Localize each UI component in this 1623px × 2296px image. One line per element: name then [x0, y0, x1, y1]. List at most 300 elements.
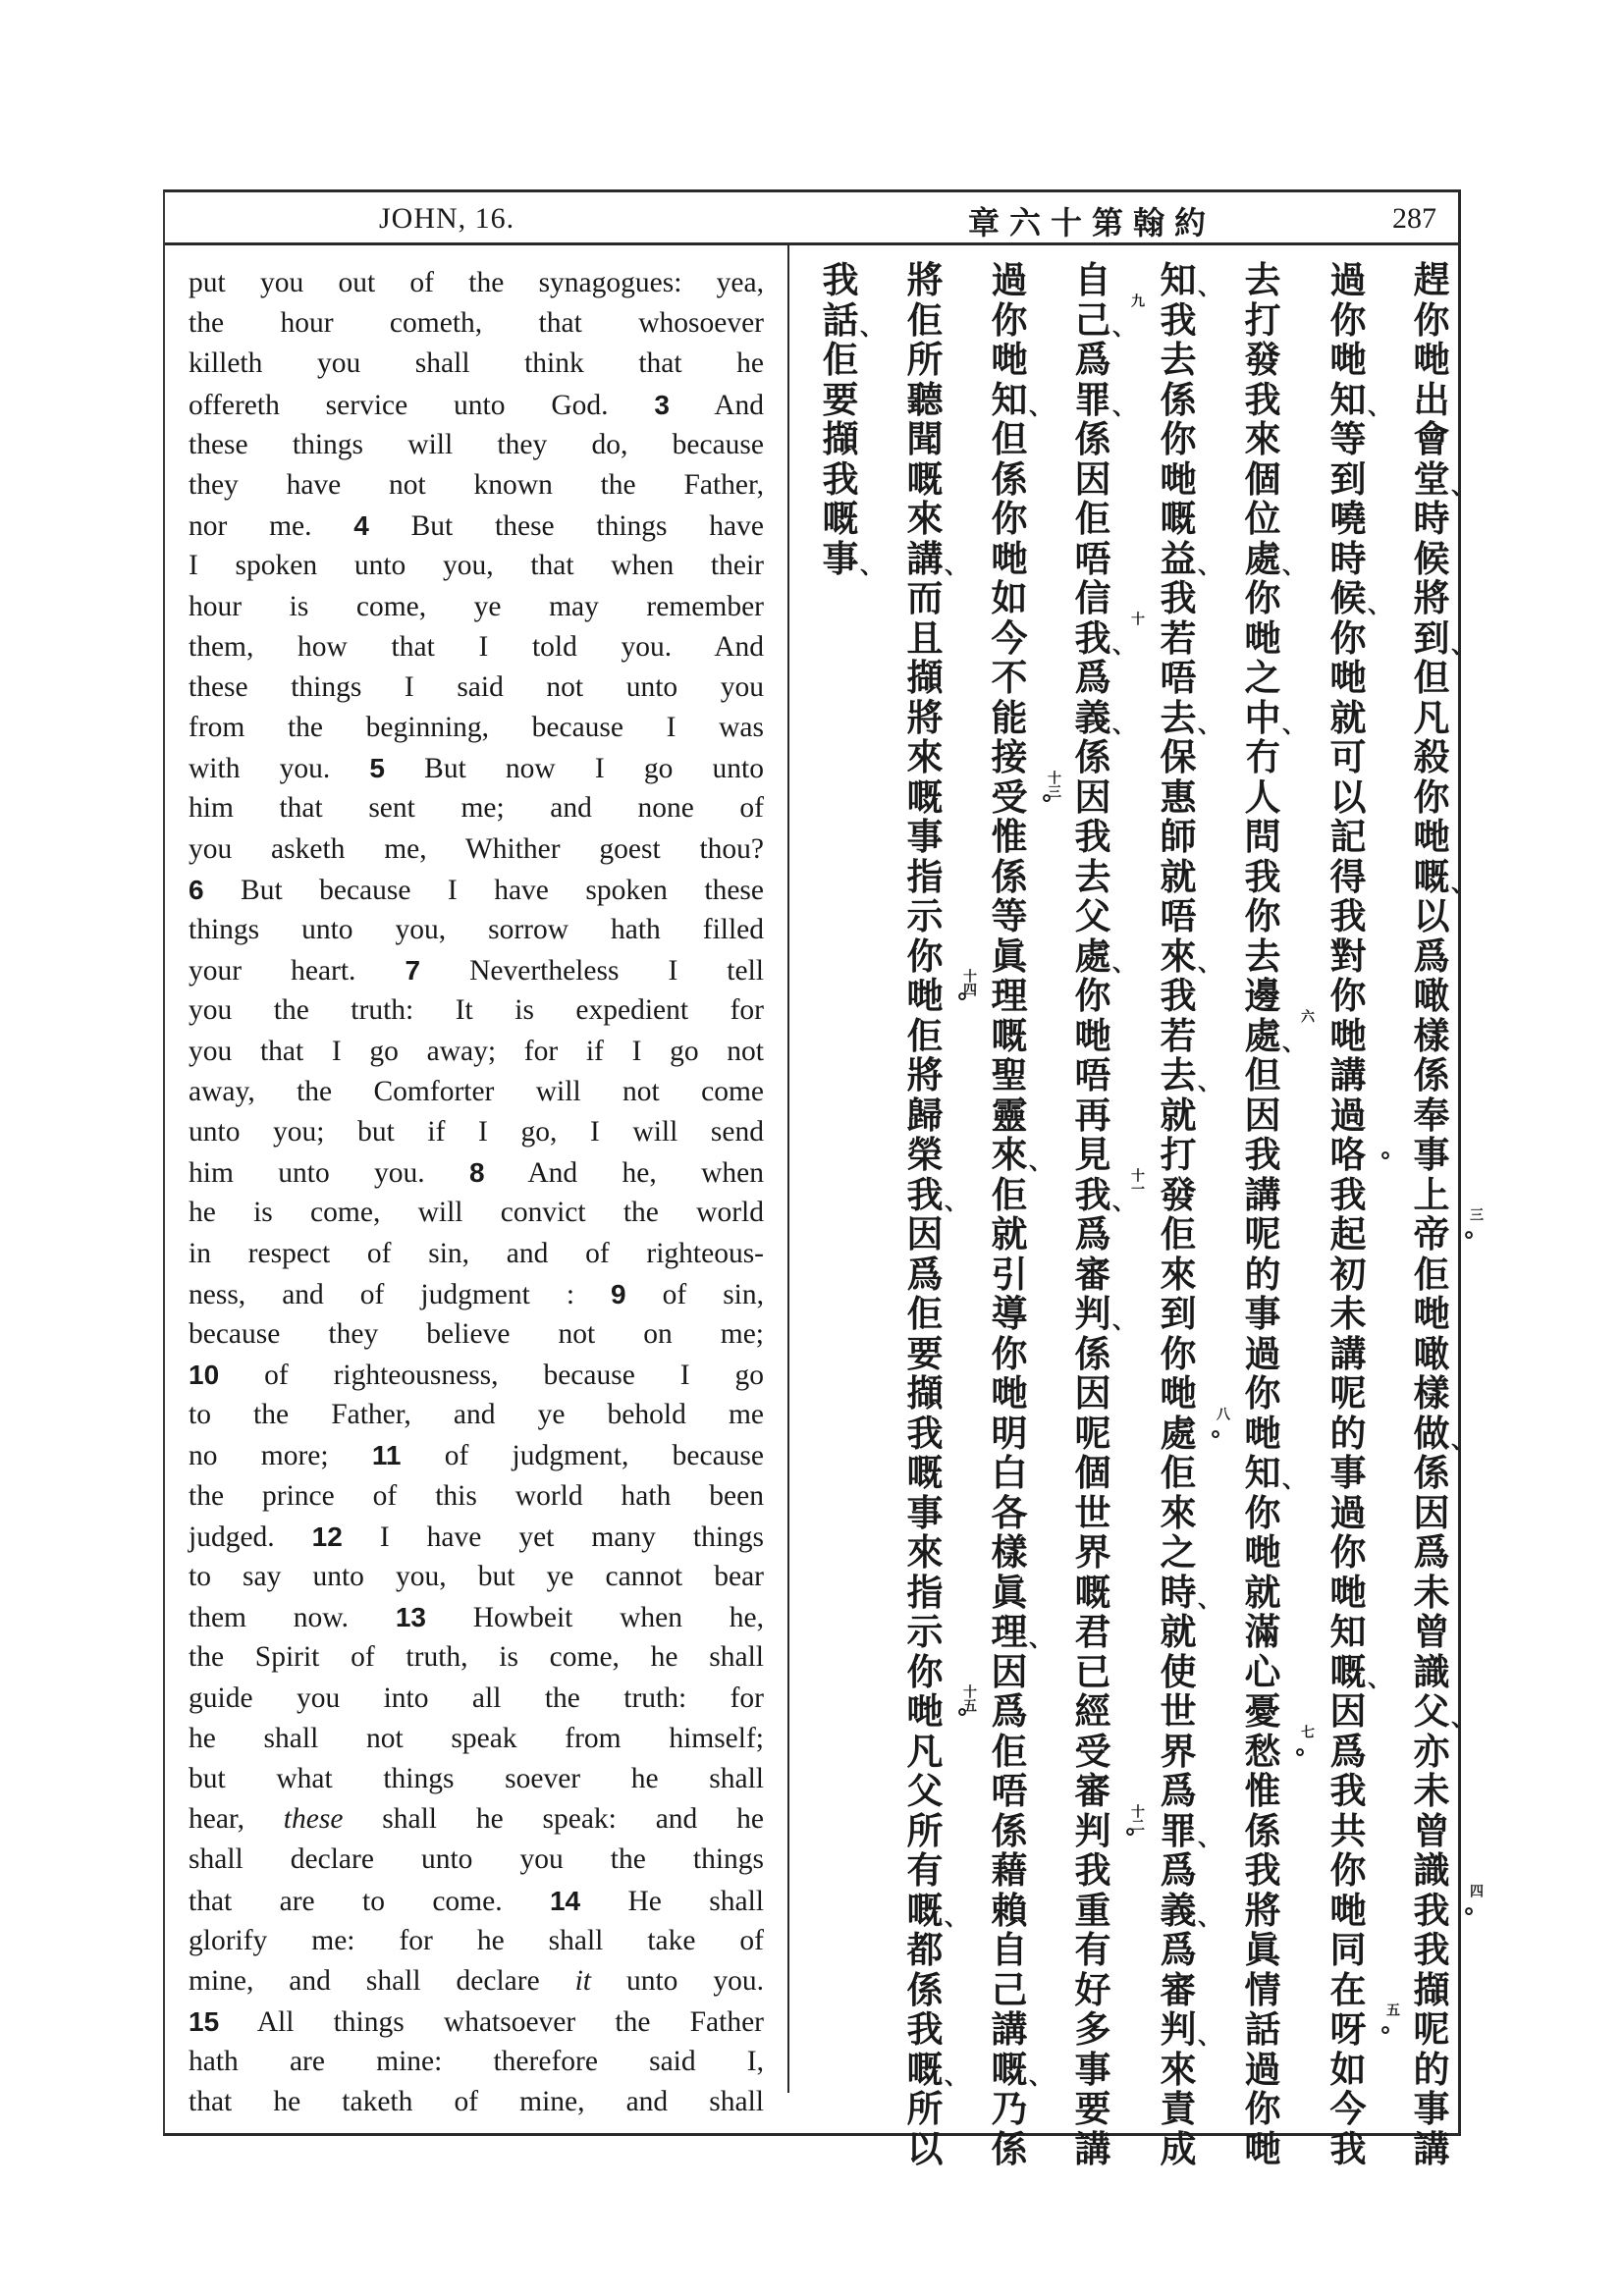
chinese-character: 都 — [906, 1929, 944, 1971]
chinese-character: 父 、 — [1402, 1692, 1461, 1733]
chinese-character: 義 、 — [1149, 1892, 1208, 1932]
chinese-character: 到 — [1160, 1293, 1197, 1335]
chinese-character: 唔 — [1160, 895, 1197, 937]
chinese-character: 義 、 — [1063, 699, 1122, 739]
chinese-character: 多 — [1074, 2008, 1111, 2051]
chinese-character: 講 — [1413, 2127, 1450, 2170]
chinese-character: 樣 — [1413, 1014, 1450, 1057]
punctuation-mark: 、 — [1451, 471, 1475, 500]
verse-number: 10 — [189, 1360, 220, 1391]
text-line: away, the Comforter will not come — [189, 1075, 764, 1107]
chinese-character: 乃 — [991, 2088, 1028, 2130]
chinese-character: 嘅 — [1074, 1571, 1111, 1614]
chinese-character: 哋 — [1244, 2127, 1281, 2170]
chinese-character: 父 — [1074, 895, 1111, 937]
chinese-character: 就 — [1244, 1571, 1281, 1614]
punctuation-mark: 、 — [1282, 1028, 1306, 1056]
punctuation-mark: 、 — [1198, 1823, 1221, 1851]
chinese-character: 你 — [1244, 1372, 1281, 1415]
chinese-character: 就 — [1160, 1094, 1197, 1137]
column-divider — [787, 245, 789, 2093]
punctuation-mark: 、 — [1368, 392, 1391, 420]
text-line: no more; 11 of judgment, because — [189, 1440, 764, 1472]
text-line: glorify me: for he shall take of — [189, 1924, 764, 1956]
chinese-character: 係 — [991, 855, 1028, 898]
chinese-character: 哋 — [1329, 339, 1367, 381]
chinese-character: 心 — [1244, 1650, 1281, 1693]
verse-number: 十 — [1129, 611, 1145, 625]
chinese-character: 要 — [906, 1332, 944, 1375]
chinese-character: 哋 — [1329, 657, 1367, 699]
chinese-character: 就 — [1160, 855, 1197, 898]
text-line: 6 But because I have spoken these — [189, 874, 764, 906]
chinese-character: 嘅 — [906, 775, 944, 819]
chinese-character: 擷 — [906, 1372, 944, 1415]
chinese-character: 理 — [991, 975, 1028, 1017]
punctuation-mark: 、 — [1282, 551, 1306, 579]
chinese-character: 處 、 — [1233, 540, 1292, 580]
chinese-character: 各 — [991, 1491, 1028, 1534]
punctuation-mark: 、 — [945, 1902, 968, 1931]
punctuation-mark: 、 — [860, 551, 884, 579]
chinese-character: 事 — [1413, 1134, 1450, 1176]
header-title-chinese: 章六十第翰約 — [968, 204, 1217, 241]
chinese-character: 以 — [906, 2127, 944, 2170]
chinese-character: 講 — [1329, 1054, 1367, 1096]
chinese-character: 去 、 — [1149, 699, 1208, 739]
chinese-character: 識 — [1413, 1849, 1450, 1892]
chinese-character: 嘅 — [822, 498, 859, 540]
text-line: from the beginning, because I was — [189, 712, 764, 744]
chinese-character: 過 — [1244, 1332, 1281, 1375]
chinese-character: 講 、 — [895, 540, 954, 580]
punctuation-mark: ° — [1380, 2022, 1391, 2050]
chinese-character: 如 — [1329, 2048, 1367, 2091]
chinese-character: 指 — [906, 1571, 944, 1614]
chinese-character: 以 — [1413, 895, 1450, 937]
chinese-character: 歸 — [906, 1094, 944, 1137]
chinese-character: 處 ° 八 — [1149, 1415, 1208, 1455]
chinese-vertical-column — [1402, 259, 1484, 2170]
verse-number: 十五 — [961, 1684, 977, 1712]
punctuation-mark: ° — [1041, 789, 1053, 818]
punctuation-mark: 、 — [1029, 392, 1053, 420]
chinese-character: 引 — [991, 1253, 1028, 1296]
chinese-character: 哋 — [991, 1372, 1028, 1415]
chinese-character: 我 — [1074, 816, 1111, 858]
english-text-column — [189, 263, 764, 2123]
chinese-character: 過 — [1329, 1094, 1367, 1137]
chinese-character: 嘅 — [906, 1452, 944, 1494]
verse-number: 十二 — [1129, 1803, 1145, 1832]
chinese-character: 等 — [1329, 418, 1367, 460]
chinese-character: 哋 — [1074, 1014, 1111, 1057]
chinese-character: 眞 — [1244, 1929, 1281, 1971]
chinese-character: 唔 — [1074, 1054, 1111, 1096]
chinese-character: 所 — [906, 1809, 944, 1852]
chinese-character: 未 — [1413, 1571, 1450, 1614]
verse-number: 6 — [189, 874, 204, 905]
chinese-character: 的 — [1413, 2048, 1450, 2091]
chinese-character: 識 — [1413, 1650, 1450, 1693]
chinese-character: 聽 — [906, 378, 944, 421]
chinese-character: 打 — [1160, 1134, 1197, 1176]
chinese-character: 佢 — [906, 1014, 944, 1057]
chinese-character: 係 — [991, 1809, 1028, 1852]
text-line: killeth you shall think that he — [189, 347, 764, 380]
chinese-character: 有 — [906, 1849, 944, 1892]
verse-number: 5 — [369, 753, 385, 784]
chinese-character: 以 — [1329, 775, 1367, 819]
chinese-character: 保 — [1160, 736, 1197, 778]
punctuation-mark: ° — [1294, 1743, 1306, 1772]
chinese-character: 係 — [1160, 378, 1197, 421]
punctuation-mark: 、 — [1451, 869, 1475, 897]
text-line: things unto you, sorrow hath filled — [189, 914, 764, 945]
chinese-character: 得 — [1329, 855, 1367, 898]
chinese-character: 來 — [1160, 1253, 1197, 1296]
chinese-character: 唔 — [991, 1770, 1028, 1812]
text-line: him that sent me; and none of — [189, 792, 764, 825]
chinese-character: 呢 — [1244, 1213, 1281, 1255]
chinese-character: 爲 — [1074, 1213, 1111, 1255]
text-line: to the Father, and ye behold me — [189, 1399, 764, 1431]
chinese-character: 父 — [906, 1770, 944, 1812]
chinese-character: 過 — [1329, 1491, 1367, 1534]
verse-number: 8 — [469, 1157, 485, 1189]
chinese-character: 但 — [1244, 1054, 1281, 1096]
text-line: they have not known the Father, — [189, 468, 764, 501]
running-header — [165, 192, 1458, 245]
chinese-character: 問 — [1244, 816, 1281, 858]
chinese-character: 係 — [991, 2127, 1028, 2170]
punctuation-mark: 、 — [1282, 1466, 1306, 1493]
chinese-character: 係 — [1074, 1332, 1111, 1375]
chinese-character: 自 — [991, 1929, 1028, 1971]
chinese-character: 嘅 、 — [895, 1892, 954, 1932]
text-line: 15 All things whatsoever the Father — [189, 2006, 764, 2039]
chinese-character: 過 — [1329, 259, 1367, 301]
chinese-character: 我 — [1329, 895, 1367, 937]
chinese-character: 來 — [906, 1531, 944, 1574]
chinese-character: 事 、 — [811, 540, 870, 580]
chinese-character: 判 ° 十二 — [1063, 1812, 1122, 1852]
chinese-character: 會 — [1413, 418, 1450, 460]
chinese-character: 如 — [991, 577, 1028, 619]
text-line: them now. 13 Howbeit when he, — [189, 1602, 765, 1634]
chinese-character: 話 — [1244, 2008, 1281, 2051]
verse-number: 9 — [611, 1278, 626, 1309]
text-line: these things I said not unto you — [189, 670, 764, 703]
chinese-character: 擷 — [822, 418, 859, 460]
chinese-character: 因 — [1074, 457, 1111, 501]
punctuation-mark: ° — [956, 988, 968, 1016]
chinese-character: 白 — [991, 1452, 1028, 1494]
chinese-character: 嘅 — [906, 457, 944, 501]
chinese-character: 有 — [1074, 1929, 1111, 1971]
chinese-character: 起 — [1329, 1213, 1367, 1255]
chinese-character: 事 — [906, 816, 944, 858]
punctuation-mark: 、 — [1368, 591, 1391, 618]
chinese-character: 將 — [906, 696, 944, 739]
chinese-character: 哋 — [1160, 1372, 1197, 1415]
chinese-character: 來 、 — [1149, 937, 1208, 978]
chinese-character: 我 — [1244, 378, 1281, 421]
chinese-character: 爲 — [1413, 1531, 1450, 1574]
chinese-character: 益 、 — [1149, 540, 1208, 580]
punctuation-mark: 、 — [1368, 1664, 1391, 1692]
chinese-character: 哋 ° 十五 — [895, 1692, 954, 1733]
chinese-character: 哋 — [1244, 1531, 1281, 1574]
chinese-character: 知 — [1329, 1611, 1367, 1653]
chinese-character: 去 — [1244, 934, 1281, 978]
chinese-character: 係 — [906, 1968, 944, 2011]
chinese-character: 來 — [1160, 1491, 1197, 1534]
punctuation-mark: ° — [1463, 1227, 1475, 1255]
chinese-character: 審 — [1074, 1770, 1111, 1812]
chinese-character: 哋 ° 十四 — [895, 977, 954, 1017]
verse-number: 五 — [1384, 2002, 1400, 2016]
chinese-character: 來 — [1160, 2048, 1197, 2091]
text-line: hath are mine: therefore said I, — [189, 2046, 764, 2078]
chinese-character: 知 、 — [1319, 381, 1378, 421]
chinese-character: 講 — [991, 2008, 1028, 2051]
chinese-character: 爲 — [1160, 1770, 1197, 1812]
punctuation-mark: 、 — [1451, 1704, 1475, 1732]
chinese-character: 亦 — [1413, 1730, 1450, 1773]
chinese-character: 罪 、 — [1149, 1812, 1208, 1852]
chinese-character: 你 — [906, 934, 944, 978]
chinese-character: 候 、 — [1319, 579, 1378, 619]
chinese-character: 將 — [906, 259, 944, 301]
page-number: 287 — [1392, 202, 1436, 235]
chinese-character: 唔 — [1074, 537, 1111, 580]
chinese-character: 判 、 — [1149, 2010, 1208, 2051]
chinese-character: 榮 — [906, 1134, 944, 1176]
chinese-character: 爲 — [1329, 1730, 1367, 1773]
chinese-character: 之 — [1160, 1531, 1197, 1574]
chinese-character: 擷 — [906, 657, 944, 699]
chinese-character: 去 — [1074, 855, 1111, 898]
chinese-character: 就 — [1329, 696, 1367, 739]
chinese-character: 哋 — [1244, 616, 1281, 660]
chinese-character: 佢 — [1160, 1213, 1197, 1255]
chinese-character: 發 — [1160, 1173, 1197, 1216]
chinese-character: 我 — [1329, 1173, 1367, 1216]
text-line: nor me. 4 But these things have — [189, 510, 764, 543]
chinese-character: 你 — [1329, 1531, 1367, 1574]
chinese-character: 我 — [1329, 2127, 1367, 2170]
chinese-character: 聖 — [991, 1054, 1028, 1096]
chinese-vertical-column — [811, 259, 884, 580]
italic-word: these — [283, 1803, 344, 1836]
chinese-character: 示 — [906, 895, 944, 937]
chinese-character: 講 — [1074, 2127, 1111, 2170]
chinese-character: 信 — [1074, 577, 1111, 619]
chinese-character: 人 — [1244, 775, 1281, 819]
verse-number: 三 — [1468, 1207, 1484, 1221]
chinese-character: 等 — [991, 895, 1028, 937]
text-line: the Spirit of truth, is come, he shall — [189, 1641, 764, 1674]
text-line: shall declare unto you the things — [189, 1843, 764, 1876]
chinese-character: 上 — [1413, 1173, 1450, 1216]
punctuation-mark: 、 — [1029, 1148, 1053, 1175]
text-line: judged. 12 I have yet many things — [189, 1521, 765, 1553]
verse-number: 11 — [371, 1440, 402, 1471]
chinese-character: 理 、 — [980, 1613, 1039, 1653]
chinese-character: 去 — [1160, 339, 1197, 381]
punctuation-mark: 、 — [1198, 1584, 1221, 1613]
text-line: you the truth: It is expedient for — [189, 994, 764, 1027]
chinese-character: 我 — [822, 259, 859, 301]
header-title-english: JOHN, 16. — [379, 202, 515, 235]
chinese-vertical-column — [1063, 259, 1145, 2170]
chinese-character: 知 、 — [1233, 1454, 1292, 1494]
verse-number: 八 — [1215, 1406, 1230, 1420]
chinese-character: 你 — [1244, 2088, 1281, 2130]
chinese-character: 你 — [1160, 1332, 1197, 1375]
chinese-character: 因 — [906, 1213, 944, 1255]
chinese-character: 處 、 — [1063, 937, 1122, 978]
chinese-character: 哋 — [1413, 1293, 1450, 1335]
chinese-character: 事 — [906, 1491, 944, 1534]
chinese-character: 事 — [1244, 1293, 1281, 1335]
chinese-character: 嘅 — [991, 1014, 1028, 1057]
chinese-character: 就 — [1160, 1611, 1197, 1653]
chinese-character: 要 — [822, 378, 859, 421]
chinese-character: 責 — [1160, 2088, 1197, 2130]
chinese-character: 我 、 — [895, 1176, 954, 1216]
chinese-character: 使 — [1160, 1650, 1197, 1693]
chinese-character: 你 — [1329, 975, 1367, 1017]
chinese-character: 己 — [991, 1968, 1028, 2011]
chinese-vertical-column — [1233, 259, 1315, 2170]
text-line: unto you; but if I go, I will send — [189, 1115, 764, 1148]
chinese-character: 你 — [906, 1650, 944, 1693]
chinese-character: 判 、 — [1063, 1295, 1122, 1335]
chinese-character: 到 — [1329, 457, 1367, 501]
chinese-character: 受 — [1074, 1730, 1111, 1773]
chinese-character: 個 — [1244, 457, 1281, 501]
chinese-character: 中 、 — [1233, 699, 1292, 739]
punctuation-mark: 、 — [860, 312, 884, 341]
chinese-character: 邊 — [1244, 975, 1281, 1017]
chinese-character: 因 — [1413, 1491, 1450, 1534]
chinese-character: 我 — [1160, 577, 1197, 619]
chinese-character: 受 ° 十三 — [980, 778, 1039, 819]
chinese-character: 呢 — [1074, 1412, 1111, 1455]
chinese-character: 你 — [1329, 1849, 1367, 1892]
chinese-character: 擷 — [1413, 1968, 1450, 2011]
italic-word: it — [574, 1964, 592, 1997]
text-line: him unto you. 8 And he, when — [189, 1157, 764, 1190]
chinese-character: 爲 — [1160, 1929, 1197, 1971]
chinese-character: 冇 — [1244, 736, 1281, 778]
chinese-character: 樣 — [991, 1531, 1028, 1574]
chinese-character: 聞 — [906, 418, 944, 460]
chinese-character: 嘅 、 — [1402, 858, 1461, 898]
chinese-character: 你 — [991, 498, 1028, 540]
verse-number: 7 — [405, 955, 421, 987]
chinese-character: 你 — [991, 1332, 1028, 1375]
chinese-character: 今 — [991, 616, 1028, 660]
chinese-character: 所 — [906, 2088, 944, 2130]
chinese-character: 處 、 六 — [1233, 1017, 1292, 1057]
chinese-character: 同 — [1329, 1929, 1367, 1971]
chinese-character: 趕 — [1413, 259, 1450, 301]
chinese-character: 惟 — [991, 816, 1028, 858]
chinese-character: 佢 — [822, 339, 859, 381]
chinese-character: 咯 ° — [1319, 1136, 1378, 1176]
text-line: these things will they do, because — [189, 428, 764, 460]
chinese-character: 嘵 — [1329, 498, 1367, 540]
chinese-character: 爲 — [1074, 657, 1111, 699]
text-line: mine, and shall declare it unto you. — [189, 1964, 764, 1997]
chinese-character: 時 — [1413, 498, 1450, 540]
chinese-character: 我 ° 四 — [1402, 1892, 1461, 1932]
chinese-character: 殺 — [1413, 736, 1450, 778]
chinese-character: 噉 — [1413, 975, 1450, 1017]
chinese-character: 自 — [1074, 259, 1111, 301]
chinese-character: 做 、 — [1402, 1415, 1461, 1455]
chinese-character: 哋 — [1329, 1889, 1367, 1932]
chinese-character: 將 — [1413, 577, 1450, 619]
chinese-character: 我 — [1244, 1134, 1281, 1176]
chinese-character: 係 — [1413, 1054, 1450, 1096]
chinese-character: 你 — [1329, 298, 1367, 342]
chinese-character: 惟 — [1244, 1770, 1281, 1812]
punctuation-mark: 、 — [1112, 710, 1136, 738]
text-line: you asketh me, Whither goest thou? — [189, 832, 764, 865]
chinese-character: 事 — [1074, 2048, 1111, 2091]
punctuation-mark: 、 — [1198, 551, 1221, 579]
chinese-character: 唔 — [1160, 657, 1197, 699]
punctuation-mark: 、 — [945, 551, 968, 579]
chinese-character: 哋 — [1329, 1014, 1367, 1057]
chinese-character: 來 、 — [980, 1136, 1039, 1176]
chinese-character: 凡 — [906, 1730, 944, 1773]
chinese-character: 審 — [1160, 1968, 1197, 2011]
chinese-character: 藉 — [991, 1849, 1028, 1892]
chinese-character: 講 — [1244, 1173, 1281, 1216]
chinese-character: 來 — [906, 736, 944, 778]
chinese-character: 過 — [1244, 2048, 1281, 2091]
chinese-character: 將 — [1244, 1889, 1281, 1932]
chinese-character: 眞 — [991, 934, 1028, 978]
punctuation-mark: 、 — [1112, 1307, 1136, 1334]
chinese-character: 候 — [1413, 537, 1450, 580]
chinese-character: 佢 — [991, 1173, 1028, 1216]
chinese-character: 爲 — [906, 1253, 944, 1296]
chinese-character: 因 — [1329, 1690, 1367, 1733]
text-line: you that I go away; for if I go not — [189, 1035, 764, 1067]
verse-number: 13 — [395, 1602, 426, 1633]
text-line: 10 of righteousness, because I go — [189, 1360, 764, 1392]
chinese-character: 打 — [1244, 298, 1281, 342]
chinese-character: 樣 — [1413, 1372, 1450, 1415]
chinese-character: 我 — [1160, 298, 1197, 342]
chinese-character: 若 — [1160, 1014, 1197, 1057]
chinese-character: 眞 — [991, 1571, 1028, 1614]
chinese-character: 係 — [1244, 1809, 1281, 1852]
chinese-character: 佢 — [1160, 1452, 1197, 1494]
chinese-character: 堂 、 — [1402, 460, 1461, 501]
chinese-character: 佢 — [1413, 1253, 1450, 1296]
chinese-character: 導 — [991, 1293, 1028, 1335]
chinese-character: 之 — [1244, 657, 1281, 699]
chinese-character: 嘅 — [1160, 498, 1197, 540]
chinese-character: 我 — [822, 457, 859, 501]
